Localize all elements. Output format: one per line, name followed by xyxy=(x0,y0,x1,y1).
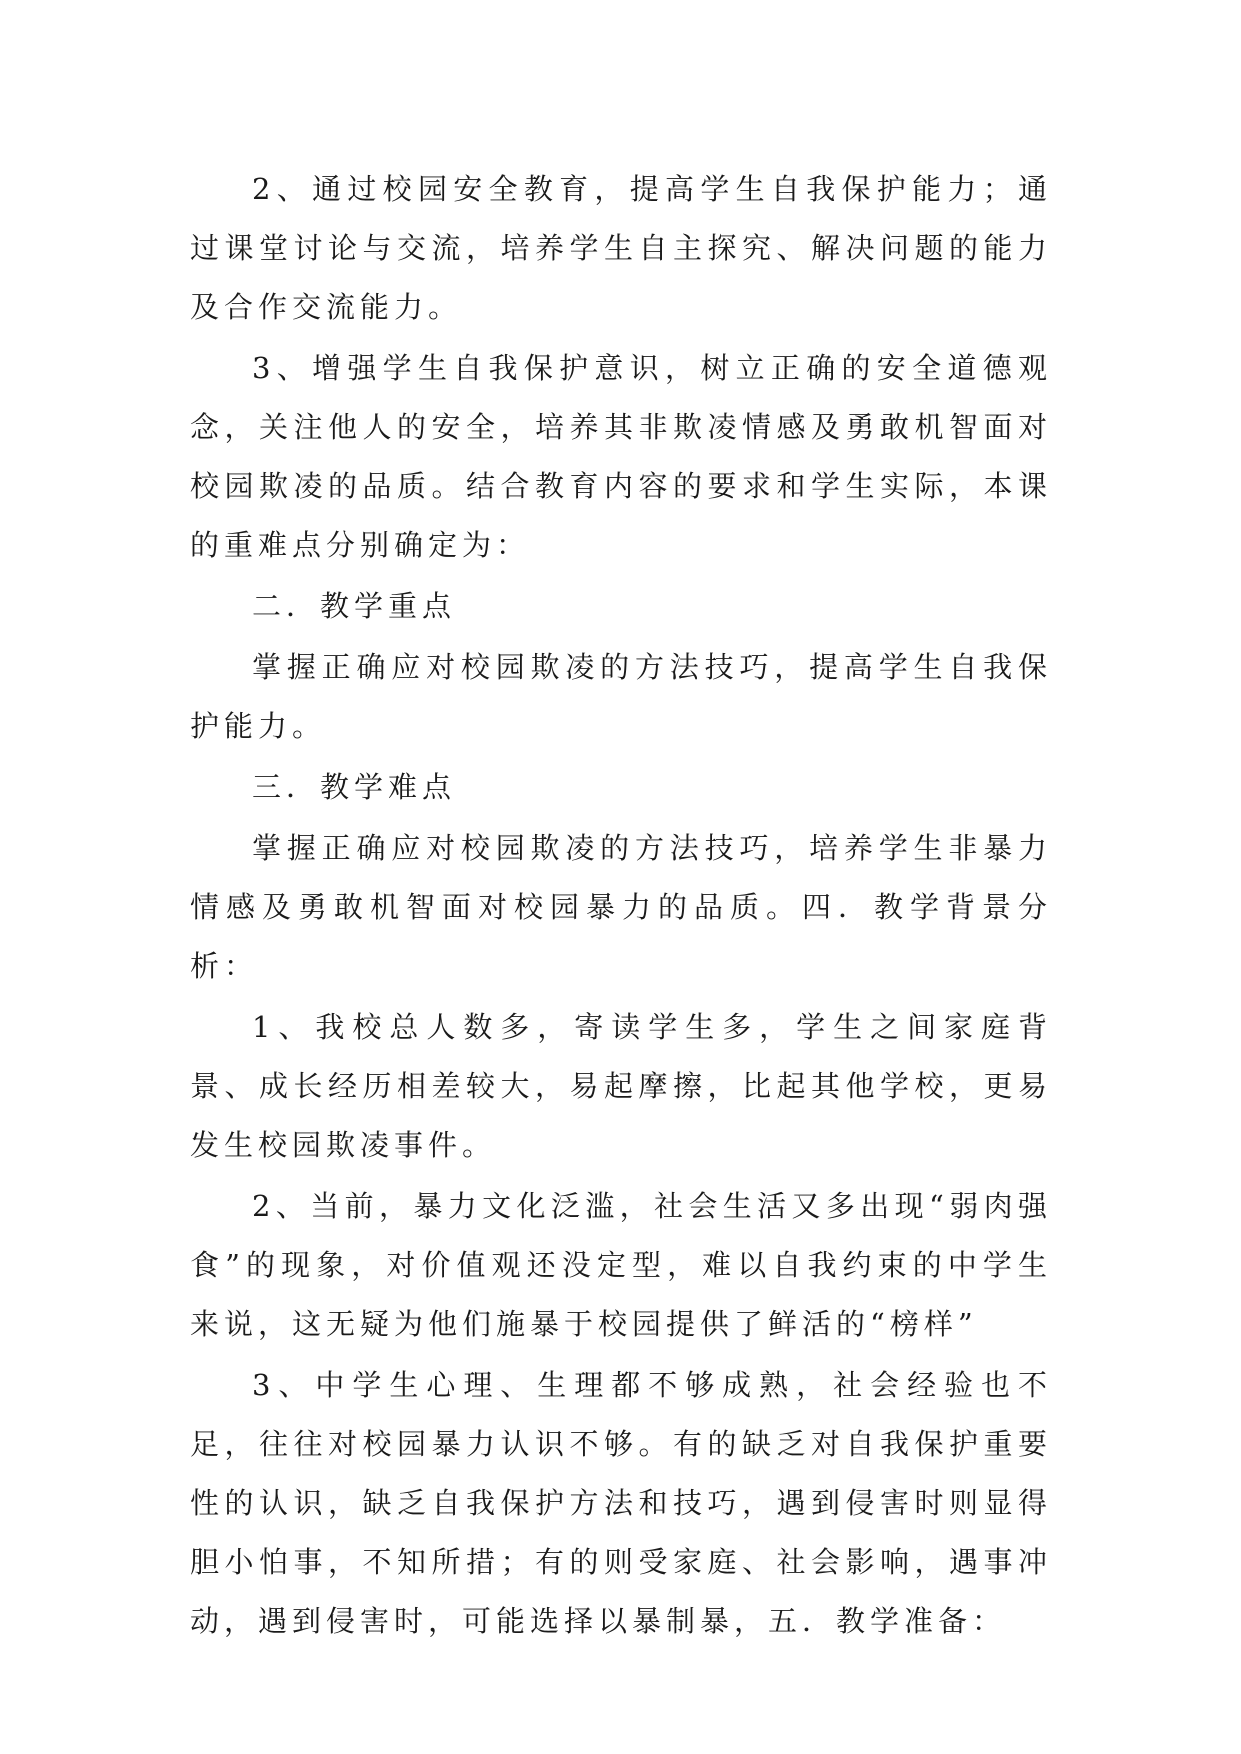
paragraph-objective-2: 2、通过校园安全教育，提高学生自我保护能力；通过课堂讨论与交流，培养学生自主探究、解决问题的能力及合作交流能力。 xyxy=(190,172,1052,324)
heading-teaching-difficulty: 三．教学难点 xyxy=(252,770,457,804)
paragraph-background-3: 3、中学生心理、生理都不够成熟，社会经验也不足，往往对校园暴力认识不够。有的缺乏对自我保护重要性的认识，缺乏自我保护方法和技巧，遇到侵害时则显得胆小怕事，不知所措；有的则受家庭、社会影响，遇事冲动，遇到侵害时，可能选择以暴制暴，五．教学准备： xyxy=(190,1368,1052,1638)
paragraph-background-1: 1、我校总人数多，寄读学生多，学生之间家庭背景、成长经历相差较大，易起摩擦，比起其他学校，更易发生校园欺凌事件。 xyxy=(190,1010,1052,1162)
document-body xyxy=(190,160,1052,1651)
paragraph-teaching-difficulty: 掌握正确应对校园欺凌的方法技巧，培养学生非暴力情感及勇敢机智面对校园暴力的品质。四．教学背景分析： xyxy=(190,831,1052,983)
paragraph-background-2: 2、当前，暴力文化泛滥，社会生活又多出现“弱肉强食”的现象，对价值观还没定型，难以自我约束的中学生来说，这无疑为他们施暴于校园提供了鲜活的“榜样” xyxy=(190,1189,1052,1341)
heading-teaching-focus: 二．教学重点 xyxy=(252,589,457,623)
paragraph-objective-3: 3、增强学生自我保护意识，树立正确的安全道德观念，关注他人的安全，培养其非欺凌情感及勇敢机智面对校园欺凌的品质。结合教育内容的要求和学生实际，本课的重难点分别确定为： xyxy=(190,351,1052,562)
paragraph-teaching-focus: 掌握正确应对校园欺凌的方法技巧，提高学生自我保护能力。 xyxy=(190,650,1052,743)
